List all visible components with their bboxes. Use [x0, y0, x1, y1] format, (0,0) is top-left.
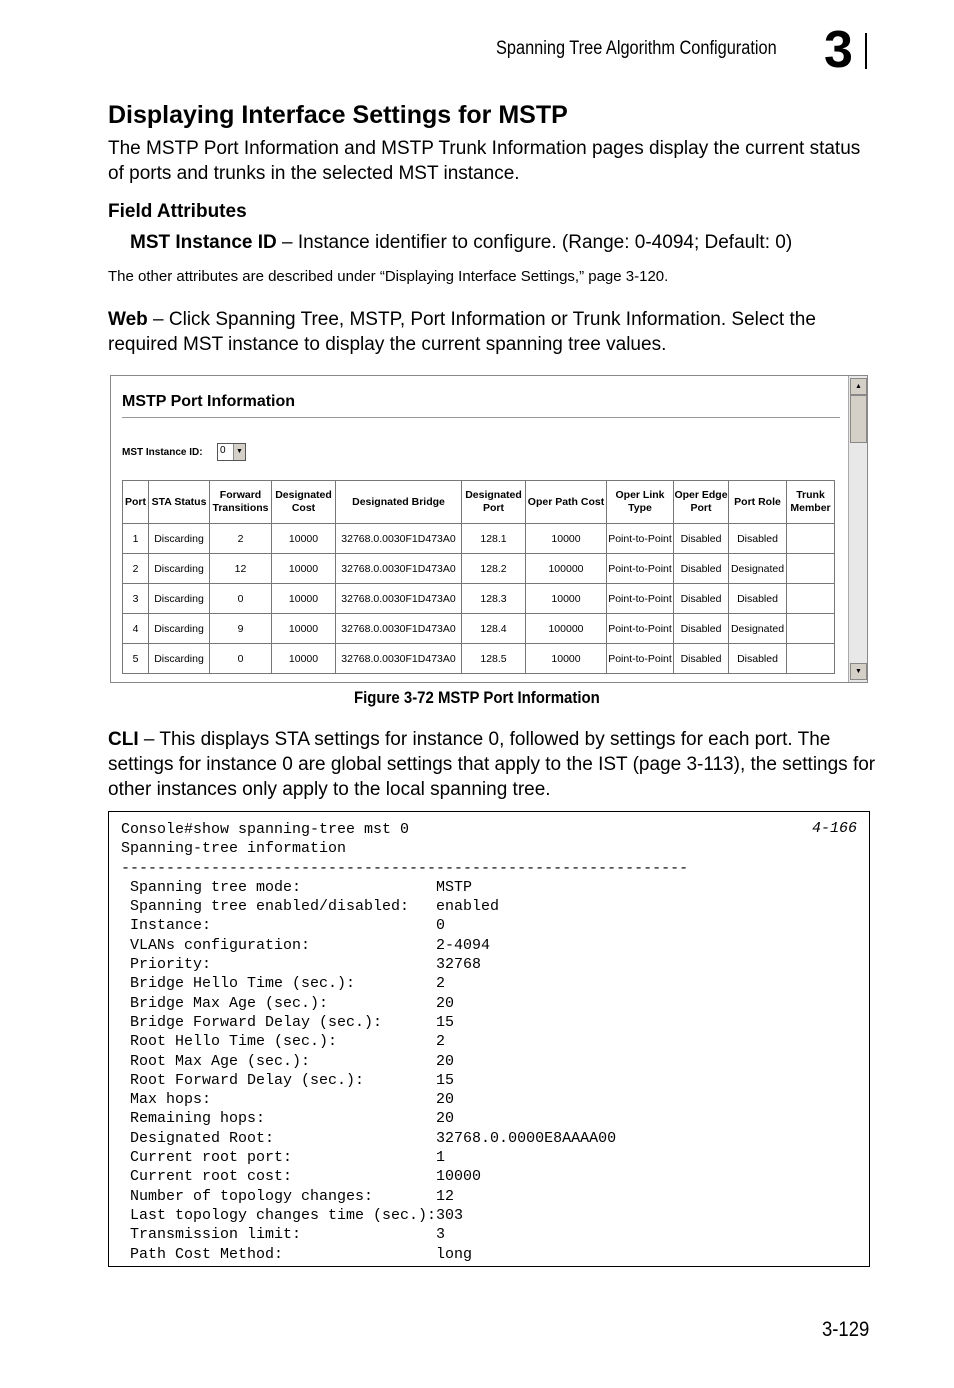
table-cell: 128.1 — [462, 524, 526, 554]
table-cell: Disabled — [729, 524, 787, 554]
table-cell: Discarding — [149, 554, 210, 584]
table-cell: 32768.0.0030F1D473A0 — [336, 644, 462, 674]
mst-instance-term: MST Instance ID — [130, 232, 277, 253]
table-cell: Disabled — [674, 644, 729, 674]
table-cell: Disabled — [729, 644, 787, 674]
table-cell: 128.3 — [462, 584, 526, 614]
table-cell: 128.2 — [462, 554, 526, 584]
column-header: Designated Bridge — [336, 481, 462, 524]
cli-desc: – This displays STA settings for instance 0, followed by settings for each port. The settings for instance 0 are global settings that apply to the IST (page 3-113), the settings for other instances only apply to the local spanning tree. — [108, 729, 876, 800]
column-header: Designated Cost — [272, 481, 336, 524]
mst-instance-desc: – Instance identifier to configure. (Range: 0-4094; Default: 0) — [276, 232, 793, 253]
table-cell: 128.5 — [462, 644, 526, 674]
table-cell: Disabled — [674, 524, 729, 554]
scroll-up-icon[interactable]: ▲ — [850, 378, 867, 395]
table-cell: 10000 — [526, 584, 607, 614]
column-header: Trunk Member — [787, 481, 835, 524]
field-attributes-heading: Field Attributes — [108, 201, 247, 222]
table-cell: 100000 — [526, 554, 607, 584]
table-cell: 10000 — [526, 524, 607, 554]
column-header: Forward Transitions — [210, 481, 272, 524]
table-header-row — [123, 481, 835, 524]
other-attributes-note: The other attributes are described under “Displaying Interface Settings,” page 3-120. — [108, 268, 669, 285]
table-cell: Disabled — [674, 614, 729, 644]
table-cell: Discarding — [149, 614, 210, 644]
table-cell: 10000 — [272, 644, 336, 674]
table-cell: 2 — [123, 554, 149, 584]
table-row — [123, 584, 835, 614]
cli-output: Console#show spanning-tree mst 0 Spanning-tree information --------------------------------------------------------------- Spanning tree mode: MSTP Spanning tree enabled/disabled: enabled Instance: 0 VLANs configuration: 2-4094 Priority: 32768 Bridge Hello Time (sec.): 2 Bridge Max Age (sec.): 20 Bridge Forward Delay (sec.): 15 Root Hello Time (sec.): 2 Root Max Age (sec.): 20 Root Forward Delay (sec.): 15 Max hops: 20 Remaining hops: 20 Designated Root: 32768.0.0000E8AAAA00 Current root port: 1 Current root cost: 10000 Number of topology changes: 12 Last topology changes time (sec.):303 Transmission limit: 3 Path Cost Method: long — [121, 821, 689, 1263]
cli-output-box — [108, 811, 870, 1267]
header-rule — [865, 33, 867, 69]
screenshot-rule — [122, 417, 840, 418]
table-cell — [787, 524, 835, 554]
intro-paragraph: The MSTP Port Information and MSTP Trunk Information pages display the current status of ports and trunks in the selected MST instance. — [108, 138, 861, 184]
table-cell: Discarding — [149, 644, 210, 674]
mst-instance-attribute — [130, 230, 870, 255]
column-header: Port — [123, 481, 149, 524]
table-cell: Discarding — [149, 584, 210, 614]
scroll-thumb[interactable] — [850, 395, 867, 443]
web-term: Web — [108, 309, 148, 330]
table-cell: 12 — [210, 554, 272, 584]
column-header: Oper Link Type — [607, 481, 674, 524]
chapter-number: 3 — [824, 21, 853, 79]
table-row — [123, 614, 835, 644]
table-row — [123, 524, 835, 554]
cli-command-reference: 4-166 — [811, 820, 857, 837]
table-row — [123, 554, 835, 584]
table-cell: 100000 — [526, 614, 607, 644]
column-header: Designated Port — [462, 481, 526, 524]
mst-instance-select-value: 0 — [220, 445, 226, 456]
table-cell: Point-to-Point — [607, 584, 674, 614]
page-number: 3-129 — [822, 1318, 870, 1341]
table-cell: 10000 — [272, 584, 336, 614]
table-cell: 32768.0.0030F1D473A0 — [336, 614, 462, 644]
scroll-down-icon[interactable]: ▼ — [850, 663, 867, 680]
table-row — [123, 644, 835, 674]
running-header: Spanning Tree Algorithm Configuration — [496, 38, 777, 59]
web-desc: – Click Spanning Tree, MSTP, Port Information or Trunk Information. Select the required MST instance to display the current spanning tree values. — [108, 309, 816, 355]
dropdown-arrow-icon[interactable]: ▼ — [233, 444, 245, 460]
table-cell: Disabled — [674, 554, 729, 584]
vertical-scrollbar[interactable] — [848, 376, 867, 682]
column-header: STA Status — [149, 481, 210, 524]
cli-paragraph — [108, 727, 878, 802]
mst-instance-label: MST Instance ID: — [122, 447, 203, 458]
screenshot-title: MSTP Port Information — [122, 393, 296, 410]
table-cell: Designated — [729, 554, 787, 584]
table-cell: 3 — [123, 584, 149, 614]
table-cell: 0 — [210, 644, 272, 674]
web-paragraph — [108, 307, 868, 357]
table-cell: Discarding — [149, 524, 210, 554]
mst-instance-select[interactable] — [217, 443, 246, 461]
table-cell: Point-to-Point — [607, 614, 674, 644]
table-cell: 2 — [210, 524, 272, 554]
table-cell: 10000 — [272, 524, 336, 554]
table-cell — [787, 584, 835, 614]
table-cell: 1 — [123, 524, 149, 554]
table-cell: Point-to-Point — [607, 524, 674, 554]
table-cell: Designated — [729, 614, 787, 644]
table-cell: 32768.0.0030F1D473A0 — [336, 524, 462, 554]
column-header: Oper Edge Port — [674, 481, 729, 524]
table-cell: 9 — [210, 614, 272, 644]
cli-term: CLI — [108, 729, 139, 750]
figure-caption: Figure 3-72 MSTP Port Information — [354, 688, 600, 707]
mstp-port-info-screenshot — [110, 375, 868, 683]
table-cell — [787, 614, 835, 644]
table-cell: 32768.0.0030F1D473A0 — [336, 584, 462, 614]
table-cell: 10000 — [272, 554, 336, 584]
table-cell: Point-to-Point — [607, 554, 674, 584]
section-title: Displaying Interface Settings for MSTP — [108, 101, 568, 129]
table-cell — [787, 644, 835, 674]
port-info-table — [122, 480, 835, 674]
table-cell: 5 — [123, 644, 149, 674]
table-cell: Point-to-Point — [607, 644, 674, 674]
table-cell: 10000 — [526, 644, 607, 674]
table-cell — [787, 554, 835, 584]
column-header: Port Role — [729, 481, 787, 524]
table-cell: Disabled — [729, 584, 787, 614]
table-cell: 4 — [123, 614, 149, 644]
column-header: Oper Path Cost — [526, 481, 607, 524]
table-cell: Disabled — [674, 584, 729, 614]
table-cell: 128.4 — [462, 614, 526, 644]
table-cell: 0 — [210, 584, 272, 614]
table-cell: 10000 — [272, 614, 336, 644]
table-cell: 32768.0.0030F1D473A0 — [336, 554, 462, 584]
